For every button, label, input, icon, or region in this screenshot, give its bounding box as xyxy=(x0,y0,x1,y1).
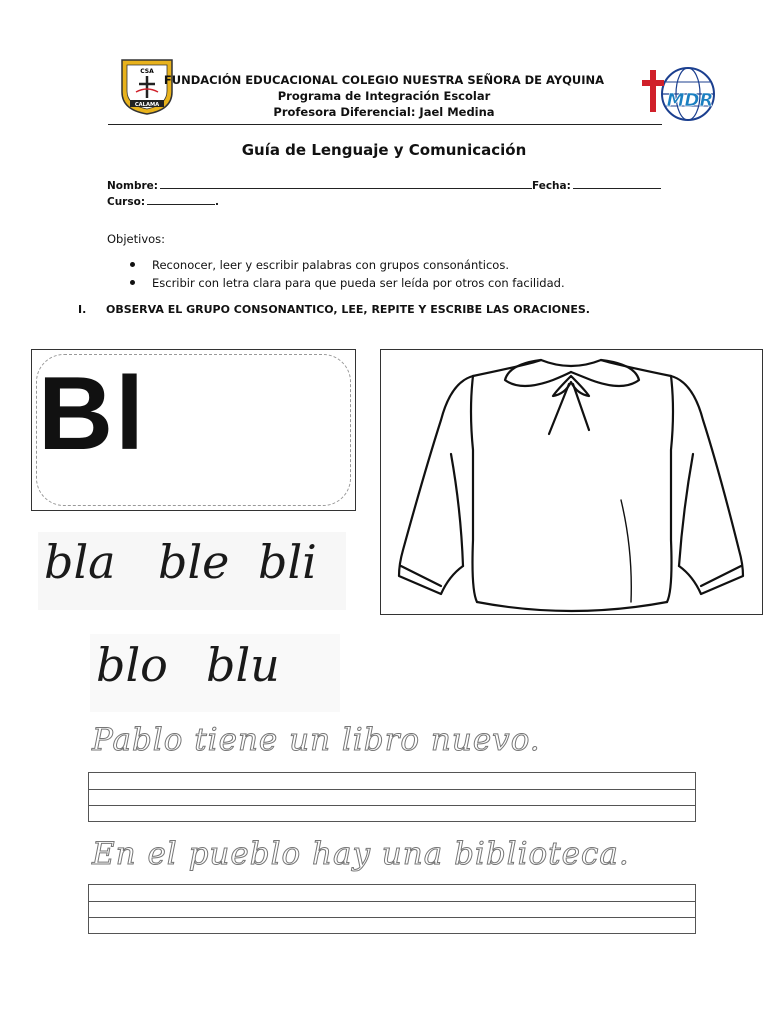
fecha-field[interactable] xyxy=(573,178,661,189)
curso-row xyxy=(107,194,219,208)
trace-sentence-2: En el pueblo hay una biblioteca. xyxy=(92,836,630,872)
program-name: Programa de Integración Escolar xyxy=(277,89,491,103)
objectives-heading: Objetivos: xyxy=(107,232,166,246)
nombre-field[interactable] xyxy=(160,178,532,189)
section-number: I. xyxy=(78,303,87,316)
writing-guide-line xyxy=(89,917,695,918)
crest-top-text: CSA xyxy=(140,68,154,75)
curso-field[interactable] xyxy=(147,194,215,205)
nombre-label: Nombre: xyxy=(107,180,158,192)
objective-item: Reconocer, leer y escribir palabras con grupos consonánticos. xyxy=(130,256,565,274)
writing-guide-line xyxy=(89,789,695,790)
syllable-blu: blu xyxy=(206,638,280,692)
writing-lines-1[interactable] xyxy=(88,772,696,822)
teacher-name: Profesora Diferencial: Jael Medina xyxy=(273,105,495,119)
blouse-illustration xyxy=(381,350,762,614)
curso-suffix: . xyxy=(215,196,220,208)
page-title: Guía de Lenguaje y Comunicación xyxy=(241,141,527,159)
curso-label: Curso: xyxy=(107,196,146,208)
header-text xyxy=(0,72,768,120)
mdr-logo-text: MDR xyxy=(666,90,714,111)
consonant-group-label: Bl xyxy=(38,356,146,472)
blouse-picture-frame xyxy=(380,349,763,615)
syllable-ble: ble xyxy=(158,535,230,589)
section-text: OBSERVA EL GRUPO CONSONANTICO, LEE, REPITE Y ESCRIBE LAS ORACIONES. xyxy=(106,303,590,316)
writing-guide-line xyxy=(89,805,695,806)
writing-lines-2[interactable] xyxy=(88,884,696,934)
writing-guide-line xyxy=(89,901,695,902)
syllable-bli: bli xyxy=(258,535,317,589)
syllable-blo: blo xyxy=(96,638,168,692)
trace-sentence-1: Pablo tiene un libro nuevo. xyxy=(92,722,541,758)
header-divider xyxy=(108,124,662,125)
crest-bottom-text: CALAMA xyxy=(134,101,160,108)
section-instruction xyxy=(78,303,590,316)
objectives-list xyxy=(130,256,565,292)
nombre-fecha-row xyxy=(107,178,661,192)
fecha-label: Fecha: xyxy=(531,180,571,192)
consonant-group-card xyxy=(31,349,356,511)
syllable-bla: bla xyxy=(44,535,116,589)
institution-name: FUNDACIÓN EDUCACIONAL COLEGIO NUESTRA SEÑORA DE AYQUINA xyxy=(163,73,605,87)
objective-item: Escribir con letra clara para que pueda ser leída por otros con facilidad. xyxy=(130,274,565,292)
